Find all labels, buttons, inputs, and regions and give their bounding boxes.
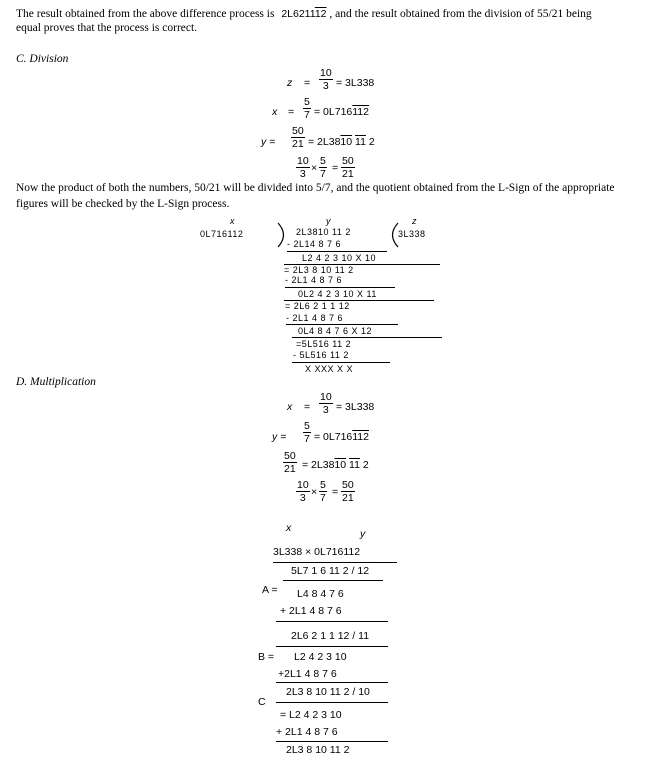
d-mul-hdr-y: y bbox=[360, 528, 366, 540]
d-mul-line-11: 2L3 8 10 11 2 bbox=[286, 744, 350, 756]
d-y-lhs: y = bbox=[272, 431, 287, 443]
c-prod-f2-num: 5 bbox=[320, 155, 326, 167]
d-prod-f2-num: 5 bbox=[320, 479, 326, 491]
c-x-fraction bbox=[303, 96, 311, 121]
c-x-lhs: x bbox=[272, 106, 278, 118]
d-y-rhs-main: = 0L716 bbox=[314, 431, 353, 443]
d-mul-label-c: C bbox=[258, 696, 266, 708]
c-div-rule-1 bbox=[287, 251, 387, 252]
c-prod-op: × bbox=[311, 162, 318, 174]
d-prod-f2-den: 7 bbox=[320, 492, 326, 504]
d-mul-line-8: 2L3 8 10 11 2 / 10 bbox=[286, 686, 370, 698]
d-mul-rule-7 bbox=[276, 741, 388, 742]
c-prod-f1-num: 10 bbox=[297, 155, 309, 167]
c-div-hdr-y: y bbox=[326, 216, 331, 226]
intro-text-a: The result obtained from the above difference process is bbox=[16, 8, 275, 20]
c-prod-f3 bbox=[341, 155, 355, 180]
d-f-den: 21 bbox=[284, 463, 296, 475]
c-prod-f3-den: 21 bbox=[342, 168, 354, 180]
d-f-num: 50 bbox=[284, 450, 296, 462]
c-z-fraction bbox=[319, 67, 333, 92]
d-mul-line-10: + 2L1 4 8 7 6 bbox=[276, 726, 338, 738]
intro-value-bar: 12 bbox=[314, 8, 327, 20]
c-x-rhs bbox=[314, 106, 369, 118]
d-mul-label-b: B = bbox=[258, 651, 275, 663]
c-x-den: 7 bbox=[304, 109, 310, 121]
d-y-fraction bbox=[303, 420, 311, 445]
c-y-fraction bbox=[291, 125, 305, 150]
c-x-num: 5 bbox=[304, 96, 310, 108]
c-z-lhs: z bbox=[287, 77, 293, 89]
c-div-divisor: 0L716112 bbox=[200, 229, 244, 239]
d-prod-eq: = bbox=[332, 486, 339, 498]
d-mul-line-1: 3L338 × 0L716112 bbox=[273, 546, 361, 558]
c-para-2: figures will be checked by the L-Sign process. bbox=[16, 198, 230, 210]
c-div-row-8: 0L4 8 4 7 6 X 12 bbox=[298, 326, 373, 336]
intro-line-1 bbox=[16, 8, 592, 20]
c-x-rhs-bar: 112 bbox=[352, 106, 369, 118]
c-prod-f2-den: 7 bbox=[320, 168, 326, 180]
c-div-row-5: 0L2 4 2 3 10 X 11 bbox=[298, 289, 377, 299]
d-mul-rule-4 bbox=[276, 646, 388, 647]
c-y-rhs-bar1: 10 bbox=[340, 136, 353, 148]
d-prod-f1-num: 10 bbox=[297, 479, 309, 491]
c-div-row-2: L2 4 2 3 10 X 10 bbox=[302, 253, 377, 263]
d-x-num: 10 bbox=[320, 391, 332, 403]
d-y-rhs bbox=[314, 431, 369, 443]
d-y-num: 5 bbox=[304, 420, 310, 432]
c-div-row-6: = 2L6 2 1 1 12 bbox=[285, 301, 350, 311]
d-prod-f3-num: 50 bbox=[342, 479, 354, 491]
d-mul-line-3: L4 8 4 7 6 bbox=[297, 588, 344, 600]
section-d-heading: D. Multiplication bbox=[16, 376, 96, 388]
c-x-rhs-main: = 0L716 bbox=[314, 106, 353, 118]
d-prod-f3 bbox=[341, 479, 355, 504]
d-mul-hdr-x: x bbox=[286, 522, 292, 534]
d-mul-label-a: A = bbox=[262, 584, 278, 596]
c-div-row-4: - 2L1 4 8 7 6 bbox=[285, 275, 343, 285]
c-div-row-3: = 2L3 8 10 11 2 bbox=[284, 265, 354, 275]
c-div-hdr-x: x bbox=[230, 216, 235, 226]
c-div-row-11: X XXX X X bbox=[305, 364, 354, 374]
d-mul-rule-3 bbox=[276, 621, 388, 622]
c-prod-f2 bbox=[319, 155, 327, 180]
d-f-rhs-bar2: 11 bbox=[349, 459, 360, 471]
c-x-eq: = bbox=[288, 106, 295, 118]
d-mul-line-4: + 2L1 4 8 7 6 bbox=[280, 605, 342, 617]
c-y-rhs bbox=[308, 136, 375, 148]
c-y-num: 50 bbox=[292, 125, 304, 137]
c-div-rule-6 bbox=[292, 337, 442, 338]
d-mul-line-6: L2 4 2 3 10 bbox=[294, 651, 347, 663]
c-div-hdr-z: z bbox=[412, 216, 417, 226]
d-mul-rule-1 bbox=[273, 562, 397, 563]
d-prod-op: × bbox=[311, 486, 318, 498]
c-prod-f1-den: 3 bbox=[299, 168, 306, 180]
d-f-rhs bbox=[302, 459, 369, 471]
intro-text-b: , and the result obtained from the division of 55/21 being bbox=[329, 8, 592, 20]
d-x-lhs: x bbox=[287, 401, 293, 413]
c-div-rule-5 bbox=[286, 324, 398, 325]
intro-value-main: 2L6211 bbox=[281, 8, 315, 20]
d-f-rhs-bar1: 10 bbox=[334, 459, 347, 471]
c-div-dividend: 2L3810 11 2 bbox=[296, 227, 351, 237]
d-f-fraction bbox=[283, 450, 297, 475]
d-x-fraction bbox=[319, 391, 333, 416]
c-div-row-9: =5L516 11 2 bbox=[296, 339, 352, 349]
c-div-rule-3 bbox=[285, 287, 395, 288]
c-prod-eq: = bbox=[332, 162, 339, 174]
d-y-den: 7 bbox=[304, 433, 310, 445]
d-mul-line-9: = L2 4 2 3 10 bbox=[280, 709, 342, 721]
d-mul-line-2: 5L7 1 6 11 2 / 12 bbox=[291, 565, 370, 577]
c-z-eq: = bbox=[304, 77, 311, 89]
c-y-lhs: y = bbox=[261, 136, 276, 148]
c-div-rule-7 bbox=[292, 362, 390, 363]
intro-value bbox=[281, 8, 329, 20]
c-y-rhs-main: = 2L38 bbox=[308, 136, 341, 148]
d-f-rhs-main: = 2L38 bbox=[302, 459, 335, 471]
c-para-1: Now the product of both the numbers, 50/21 will be divided into 5/7, and the quotient obtained from the L-Sign of the appropriate bbox=[16, 182, 615, 194]
c-y-den: 21 bbox=[292, 138, 304, 150]
d-mul-rule-2 bbox=[283, 580, 383, 581]
d-x-den: 3 bbox=[322, 404, 329, 416]
d-mul-line-7: +2L1 4 8 7 6 bbox=[278, 668, 337, 680]
c-div-quotient: 3L338 bbox=[398, 229, 426, 239]
c-z-den: 3 bbox=[322, 80, 329, 92]
d-prod-f1-den: 3 bbox=[299, 492, 306, 504]
d-prod-f2 bbox=[319, 479, 327, 504]
c-div-row-10: - 5L516 11 2 bbox=[293, 350, 349, 360]
d-mul-rule-6 bbox=[276, 702, 388, 703]
d-prod-f3-den: 21 bbox=[342, 492, 354, 504]
c-z-rhs: = 3L338 bbox=[336, 77, 375, 89]
c-z-num: 10 bbox=[320, 67, 332, 79]
d-x-rhs: = 3L338 bbox=[336, 401, 375, 413]
d-mul-line-5: 2L6 2 1 1 12 / 11 bbox=[291, 630, 370, 642]
c-div-row-1: - 2L14 8 7 6 bbox=[287, 239, 342, 249]
intro-line-2: equal proves that the process is correct. bbox=[16, 22, 198, 34]
c-div-row-7: - 2L1 4 8 7 6 bbox=[286, 313, 344, 323]
d-x-eq: = bbox=[304, 401, 311, 413]
section-c-heading: C. Division bbox=[16, 53, 69, 65]
c-prod-f1 bbox=[296, 155, 310, 180]
d-y-rhs-bar: 112 bbox=[352, 431, 369, 443]
d-prod-f1 bbox=[296, 479, 310, 504]
c-y-rhs-end: 2 bbox=[368, 136, 375, 148]
c-prod-f3-num: 50 bbox=[342, 155, 354, 167]
c-y-rhs-bar2: 11 bbox=[355, 136, 366, 148]
d-mul-rule-5 bbox=[276, 682, 388, 683]
d-f-rhs-end: 2 bbox=[362, 459, 369, 471]
